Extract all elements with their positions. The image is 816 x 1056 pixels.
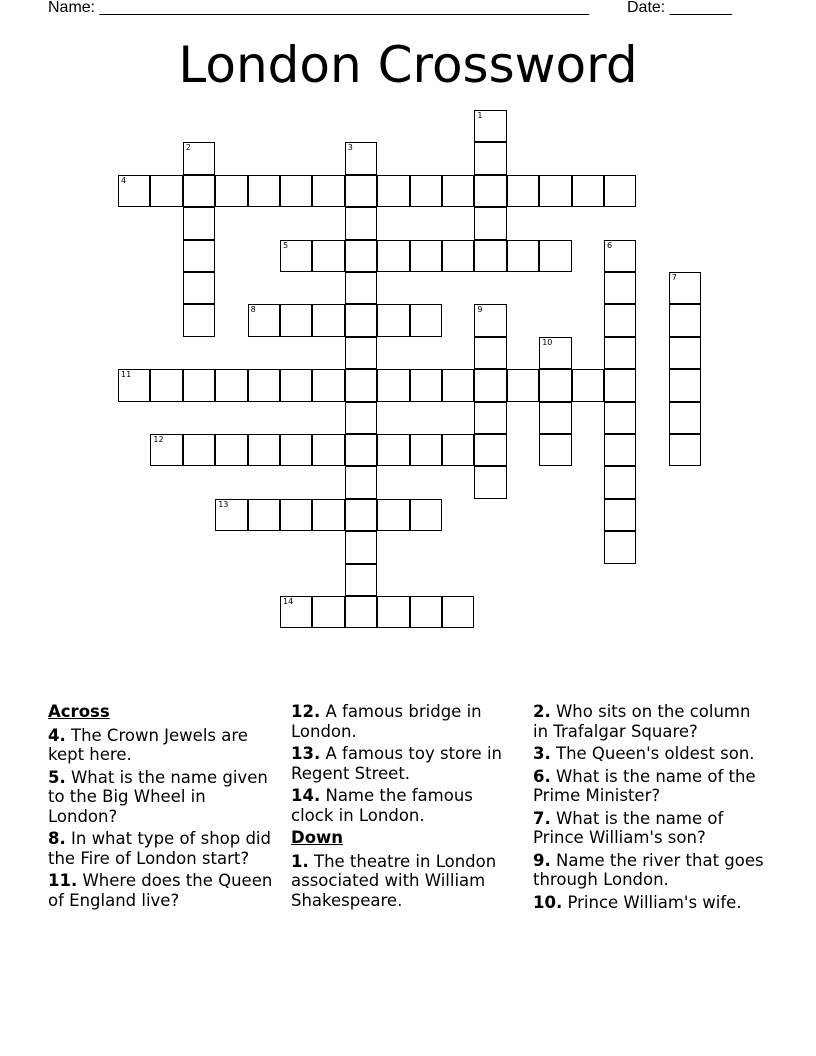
clue-number: 8: [250, 305, 256, 315]
grid-cell[interactable]: [604, 304, 636, 336]
clue-number: 2: [185, 143, 191, 153]
clue-number: 12: [153, 435, 164, 444]
clue-number: 13: [218, 499, 229, 509]
clue-item: [533, 893, 765, 913]
clue-item-text: Where does the Queen of England live?: [48, 871, 273, 910]
clue-item: [291, 786, 519, 825]
grid-cell[interactable]: [442, 596, 474, 628]
grid-cell[interactable]: [280, 596, 312, 628]
clue-item: [48, 871, 278, 910]
clue-item-text: What is the name given to the Big Wheel in London?: [48, 767, 268, 826]
grid-cell[interactable]: [312, 304, 344, 336]
grid-cell[interactable]: [280, 240, 312, 272]
grid-cell[interactable]: [410, 434, 442, 466]
grid-cell[interactable]: [280, 369, 312, 401]
clue-item: [533, 744, 765, 764]
grid-cell[interactable]: [442, 175, 474, 207]
grid-cell[interactable]: [604, 337, 636, 369]
grid-cell[interactable]: [280, 175, 312, 207]
grid-cell[interactable]: [539, 402, 571, 434]
across-clue-list: [48, 726, 278, 911]
clue-item-text: A famous toy store in Regent Street.: [291, 744, 502, 783]
across-heading: Across: [48, 702, 110, 721]
grid-cell[interactable]: [248, 304, 280, 336]
grid-cell[interactable]: [345, 240, 377, 272]
grid-cell[interactable]: [539, 240, 571, 272]
grid-cell[interactable]: [507, 175, 539, 207]
grid-cell[interactable]: [669, 304, 701, 336]
grid-cell[interactable]: [183, 142, 215, 174]
clue-item-number: 3.: [533, 744, 551, 763]
grid-cell[interactable]: [118, 175, 150, 207]
grid-cell[interactable]: [345, 564, 377, 596]
clue-item-text: Name the famous clock in London.: [291, 786, 473, 825]
grid-cell[interactable]: [248, 499, 280, 531]
clue-item: [533, 851, 765, 890]
grid-cell[interactable]: [215, 499, 247, 531]
grid-cell[interactable]: [183, 272, 215, 304]
grid-cell[interactable]: [604, 369, 636, 401]
clue-item-number: 12.: [291, 702, 321, 721]
grid-cell[interactable]: [345, 531, 377, 563]
grid-cell[interactable]: [183, 207, 215, 239]
grid-cell[interactable]: [150, 369, 182, 401]
grid-cell[interactable]: [507, 369, 539, 401]
grid-cell[interactable]: [345, 272, 377, 304]
grid-cell[interactable]: [183, 304, 215, 336]
grid-cell[interactable]: [215, 369, 247, 401]
grid-cell[interactable]: [183, 240, 215, 272]
clue-item-number: 7.: [533, 808, 551, 828]
grid-cell[interactable]: [604, 466, 636, 498]
grid-cell[interactable]: [312, 175, 344, 207]
clue-item: [291, 702, 519, 741]
grid-cell[interactable]: [377, 434, 409, 466]
grid-cell[interactable]: [474, 369, 506, 401]
grid-cell[interactable]: [474, 434, 506, 466]
grid-cell[interactable]: [377, 175, 409, 207]
grid-cell[interactable]: [442, 434, 474, 466]
clues-column-1: [48, 702, 278, 913]
clue-item-number: 14.: [291, 786, 321, 805]
date-field-label: Date: _______: [627, 0, 732, 16]
grid-cell[interactable]: [474, 110, 506, 142]
grid-cell[interactable]: [669, 369, 701, 401]
grid-cell[interactable]: [345, 142, 377, 174]
grid-cell[interactable]: [345, 369, 377, 401]
grid-cell[interactable]: [345, 596, 377, 628]
grid-cell[interactable]: [604, 402, 636, 434]
grid-cell[interactable]: [604, 240, 636, 272]
clue-number: 6: [607, 240, 613, 250]
clue-item-number: 8.: [48, 829, 66, 848]
grid-cell[interactable]: [572, 175, 604, 207]
grid-cell[interactable]: [604, 434, 636, 466]
grid-cell[interactable]: [312, 369, 344, 401]
grid-cell[interactable]: [183, 434, 215, 466]
clue-item-text: Who sits on the column in Trafalgar Square?: [533, 702, 751, 741]
clue-item-number: 4.: [48, 725, 66, 745]
down-clue-list: [291, 852, 519, 911]
clue-item: [533, 702, 765, 741]
grid-cell[interactable]: [345, 337, 377, 369]
grid-cell[interactable]: [539, 369, 571, 401]
clue-number: 1: [477, 111, 483, 120]
grid-cell[interactable]: [345, 175, 377, 207]
clue-item-text: Name the river that goes through London.: [533, 850, 764, 889]
grid-cell[interactable]: [150, 175, 182, 207]
grid-cell[interactable]: [377, 304, 409, 336]
clue-item-number: 13.: [291, 744, 321, 763]
grid-cell[interactable]: [345, 207, 377, 239]
name-field-label: Name: _______________________________________________________: [48, 0, 589, 16]
clue-item: [48, 768, 278, 827]
clue-item-text: What is the name of Prince William's son?: [533, 808, 724, 847]
grid-cell[interactable]: [474, 142, 506, 174]
grid-cell[interactable]: [248, 369, 280, 401]
grid-cell[interactable]: [345, 304, 377, 336]
grid-cell[interactable]: [377, 369, 409, 401]
clue-number: 11: [121, 370, 132, 380]
grid-cell[interactable]: [377, 596, 409, 628]
clue-item-text: The Crown Jewels are kept here.: [48, 725, 248, 764]
clue-number: 7: [671, 273, 677, 282]
grid-cell[interactable]: [345, 466, 377, 498]
grid-cell[interactable]: [345, 499, 377, 531]
grid-cell[interactable]: [410, 175, 442, 207]
down-clue-list-continued: [533, 702, 765, 912]
clue-item: [533, 809, 765, 848]
grid-cell[interactable]: [669, 434, 701, 466]
grid-cell[interactable]: [377, 240, 409, 272]
clue-item-text: A famous bridge in London.: [291, 702, 482, 741]
clue-item-number: 1.: [291, 851, 309, 871]
grid-cell[interactable]: [377, 499, 409, 531]
grid-cell[interactable]: [345, 402, 377, 434]
page-title: London Crossword: [178, 36, 638, 94]
grid-cell[interactable]: [215, 175, 247, 207]
clue-item: [291, 744, 519, 783]
grid-cell[interactable]: [507, 240, 539, 272]
grid-cell[interactable]: [280, 499, 312, 531]
clues-column-2: [291, 702, 519, 913]
clue-item-text: What is the name of the Prime Minister?: [533, 766, 756, 805]
grid-cell[interactable]: [410, 596, 442, 628]
grid-cell[interactable]: [248, 434, 280, 466]
grid-cell[interactable]: [604, 272, 636, 304]
grid-cell[interactable]: [474, 175, 506, 207]
grid-cell[interactable]: [604, 499, 636, 531]
grid-cell[interactable]: [669, 272, 701, 304]
grid-cell[interactable]: [604, 531, 636, 563]
clue-item-text: Prince William's wife.: [562, 892, 742, 912]
clue-number: 5: [283, 240, 289, 250]
grid-cell[interactable]: [410, 369, 442, 401]
clue-item: [291, 852, 519, 911]
grid-cell[interactable]: [539, 175, 571, 207]
grid-cell[interactable]: [280, 434, 312, 466]
grid-cell[interactable]: [183, 369, 215, 401]
clue-item-number: 9.: [533, 850, 551, 870]
grid-cell[interactable]: [474, 466, 506, 498]
clue-item-number: 2.: [533, 702, 551, 721]
clue-number: 14: [283, 597, 294, 606]
down-heading: Down: [291, 828, 344, 847]
grid-cell[interactable]: [442, 369, 474, 401]
grid-cell[interactable]: [410, 240, 442, 272]
clue-item-number: 10.: [533, 892, 563, 912]
clue-item-number: 11.: [48, 871, 78, 890]
grid-cell[interactable]: [150, 434, 182, 466]
grid-cell[interactable]: [183, 175, 215, 207]
clue-item-number: 5.: [48, 767, 66, 787]
grid-cell[interactable]: [474, 337, 506, 369]
clue-item: [48, 726, 278, 765]
grid-cell[interactable]: [312, 434, 344, 466]
grid-cell[interactable]: [474, 240, 506, 272]
grid-cell[interactable]: [312, 499, 344, 531]
grid-cell[interactable]: [410, 304, 442, 336]
clue-number: 9: [477, 305, 483, 315]
across-clue-list-continued: [291, 702, 519, 825]
clue-item-number: 6.: [533, 766, 551, 786]
grid-cell[interactable]: [539, 434, 571, 466]
clue-item: [48, 829, 278, 868]
grid-cell[interactable]: [118, 369, 150, 401]
grid-cell[interactable]: [312, 596, 344, 628]
clue-number: 3: [347, 143, 353, 153]
grid-cell[interactable]: [669, 402, 701, 434]
clue-number: 10: [542, 337, 553, 347]
grid-cell[interactable]: [474, 402, 506, 434]
grid-cell[interactable]: [312, 240, 344, 272]
grid-cell[interactable]: [669, 337, 701, 369]
clues-column-3: [533, 702, 765, 915]
grid-cell[interactable]: [215, 434, 247, 466]
grid-cell[interactable]: [604, 175, 636, 207]
grid-cell[interactable]: [474, 207, 506, 239]
grid-cell[interactable]: [572, 369, 604, 401]
grid-cell[interactable]: [442, 240, 474, 272]
clue-item-text: The Queen's oldest son.: [550, 744, 755, 763]
clue-item-text: In what type of shop did the Fire of London start?: [48, 829, 271, 868]
grid-cell[interactable]: [474, 304, 506, 336]
grid-cell[interactable]: [539, 337, 571, 369]
clue-number: 4: [121, 175, 127, 185]
clue-item: [533, 767, 765, 806]
grid-cell[interactable]: [410, 499, 442, 531]
clue-item-text: The theatre in London associated with William Shakespeare.: [291, 851, 497, 910]
grid-cell[interactable]: [345, 434, 377, 466]
grid-cell[interactable]: [280, 304, 312, 336]
grid-cell[interactable]: [248, 175, 280, 207]
